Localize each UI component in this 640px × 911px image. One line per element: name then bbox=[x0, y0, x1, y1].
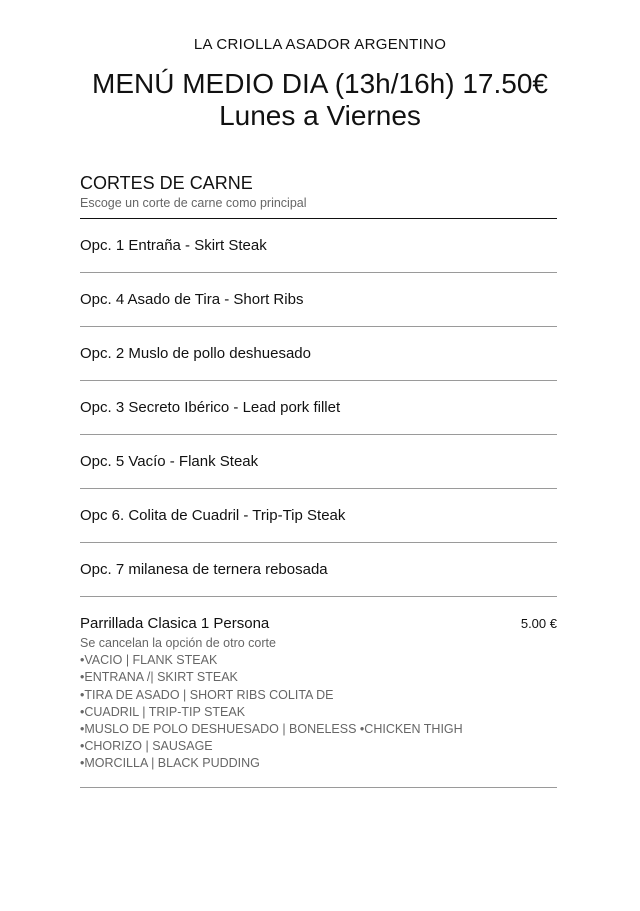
combo-name: Parrillada Clasica 1 Persona bbox=[80, 615, 270, 632]
menu-item-label: Opc. 4 Asado de Tira - Short Ribs bbox=[80, 291, 304, 308]
menu-item-label: Opc. 7 milanesa de ternera rebosada bbox=[80, 561, 328, 578]
menu-item[interactable] bbox=[80, 489, 557, 543]
section-title: CORTES DE CARNE bbox=[80, 173, 253, 193]
menu-item-label: Opc. 1 Entraña - Skirt Steak bbox=[80, 237, 267, 254]
combo-header bbox=[80, 615, 557, 632]
menu-item[interactable] bbox=[80, 381, 557, 435]
menu-item-label: Opc 6. Colita de Cuadril - Trip-Tip Steak bbox=[80, 507, 346, 524]
section-subtitle: Escoge un corte de carne como principal bbox=[80, 196, 307, 210]
menu-item-label: Opc. 5 Vacío - Flank Steak bbox=[80, 453, 259, 470]
menu-title-line2: Lunes a Viernes bbox=[219, 100, 421, 131]
meat-cuts-section bbox=[80, 172, 557, 788]
combo-description-line: •TIRA DE ASADO | SHORT RIBS COLITA DE bbox=[80, 687, 334, 702]
combo-description-line: Se cancelan la opción de otro corte bbox=[80, 636, 276, 650]
menu-title-line1: MENÚ MEDIO DIA (13h/16h) 17.50€ bbox=[92, 68, 548, 99]
combo-description-line: •MUSLO DE POLO DESHUESADO | BONELESS •CHICKEN THIGH bbox=[80, 722, 463, 737]
menu-item[interactable] bbox=[80, 435, 557, 489]
menu-item-label: Opc. 3 Secreto Ibérico - Lead pork fillet bbox=[80, 399, 341, 416]
combo-description-line: •CHORIZO | SAUSAGE bbox=[80, 739, 213, 754]
menu-item[interactable] bbox=[80, 273, 557, 327]
menu-item[interactable] bbox=[80, 327, 557, 381]
combo-description-line: •ENTRANA /| SKIRT STEAK bbox=[80, 670, 238, 685]
menu-title bbox=[0, 68, 640, 132]
menu-item-label: Opc. 2 Muslo de pollo deshuesado bbox=[80, 345, 311, 362]
menu-item[interactable] bbox=[80, 543, 557, 597]
combo-price: 5.00 € bbox=[520, 616, 557, 631]
menu-item[interactable] bbox=[80, 219, 557, 273]
combo-description-line: •CUADRIL | TRIP-TIP STEAK bbox=[80, 704, 246, 719]
restaurant-name: LA CRIOLLA ASADOR ARGENTINO bbox=[193, 36, 447, 53]
combo-description-line: •VACIO | FLANK STEAK bbox=[80, 653, 218, 668]
combo-description bbox=[80, 635, 557, 773]
combo-item[interactable] bbox=[80, 597, 557, 788]
combo-description-line: •MORCILLA | BLACK PUDDING bbox=[80, 756, 260, 771]
